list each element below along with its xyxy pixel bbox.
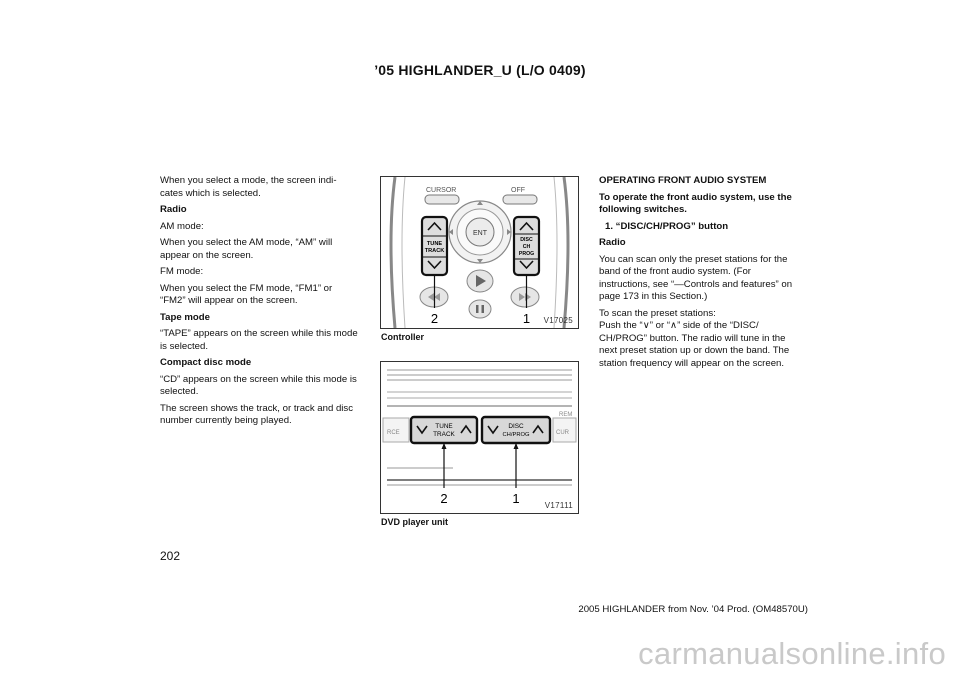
disc-label: DISC [520,237,533,243]
tape-text: “TAPE” appears on the screen while this mode is selected. [160,328,358,352]
rce-label: RCE [387,430,400,436]
ch-label: CH [522,244,531,250]
watermark: carmanualsonline.info [638,636,946,671]
radio-heading: Radio [160,204,187,215]
scan-paragraph: To scan the preset stations: Push the “∨” or “∧” side of the “DISC/ CH/PROG” button. The radio will tune in the next preset station up or down the band. The station frequency will appear on the screen. [599,307,790,369]
dvd-callout-1: 1 [512,491,520,506]
callout-2: 2 [430,311,439,326]
section-heading: OPERATING FRONT AUDIO SYSTEM [599,175,767,186]
off-button-shape [503,195,537,204]
figure-code: V17111 [544,501,573,510]
footer-text: 2005 HIGHLANDER from Nov. ’04 Prod. (OM48570U) [578,604,808,615]
item-1-heading: 1. “DISC/CH/PROG” button [605,220,729,232]
prog-label: PROG [518,251,535,257]
dvd-track-label: TRACK [433,431,455,438]
am-heading: AM mode: [160,220,204,232]
am-text: When you select the AM mode, “AM” will appear on the screen. [160,237,333,261]
cd-text-2: The screen shows the track, or track and disc number currently being played. [160,402,354,426]
figure-caption-dvd-unit: DVD player unit [381,517,449,527]
right-column [599,175,801,374]
dvd-disc-label: DISC [508,423,524,430]
cursor-button-shape [425,195,459,204]
section-intro: To operate the front audio system, use the following switches. [599,191,792,215]
dvd-unit-figure [380,361,579,514]
scan-heading: To scan the preset stations: [599,307,716,319]
cd-heading: Compact disc mode [160,357,252,368]
up-chevron-icon: ∧ [670,320,678,331]
pause-icon [476,305,479,313]
off-label: OFF [511,187,525,194]
fm-text: When you select the FM mode, “FM1” or “FM2” will appear on the screen. [160,282,333,306]
radio-text: You can scan only the preset stations for the band of the front audio system. (For instructions, see “—Controls and features” on page 173 in this Section.) [599,253,793,302]
figure-caption-controller: Controller [381,332,425,342]
tune-label: TUNE [426,241,443,247]
dvd-chprog-label: CH/PROG [502,432,530,438]
down-chevron-icon: ∨ [642,320,650,331]
page-number: 202 [160,549,181,563]
rem-label: REM [559,412,573,418]
cd-text: “CD” appears on the screen while this mode is selected. [160,373,357,397]
tune-track-button [411,417,477,443]
pause-button-shape [469,300,491,318]
disc-chprog-button [482,417,550,443]
cursor-label: CURSOR [426,187,457,194]
controller-figure [380,176,579,329]
radio-heading: Radio [599,237,626,248]
tape-heading: Tape mode [160,311,210,323]
figure-code: V17025 [543,316,573,325]
page-header: ’05 HIGHLANDER_U (L/O 0409) [374,62,586,78]
ent-label: ENT [473,230,487,237]
dvd-tune-label: TUNE [435,423,453,430]
intro-text: When you select a mode, the screen indi- cates which is selected. [160,175,337,199]
dvd-unit-illustration [381,362,578,513]
fm-heading: FM mode: [160,266,204,277]
callout-1: 1 [522,311,531,326]
left-column [160,175,360,432]
dvd-callout-2: 2 [440,491,448,506]
cur-label: CUR [556,430,569,436]
controller-illustration [381,177,578,328]
track-label: TRACK [424,248,445,254]
